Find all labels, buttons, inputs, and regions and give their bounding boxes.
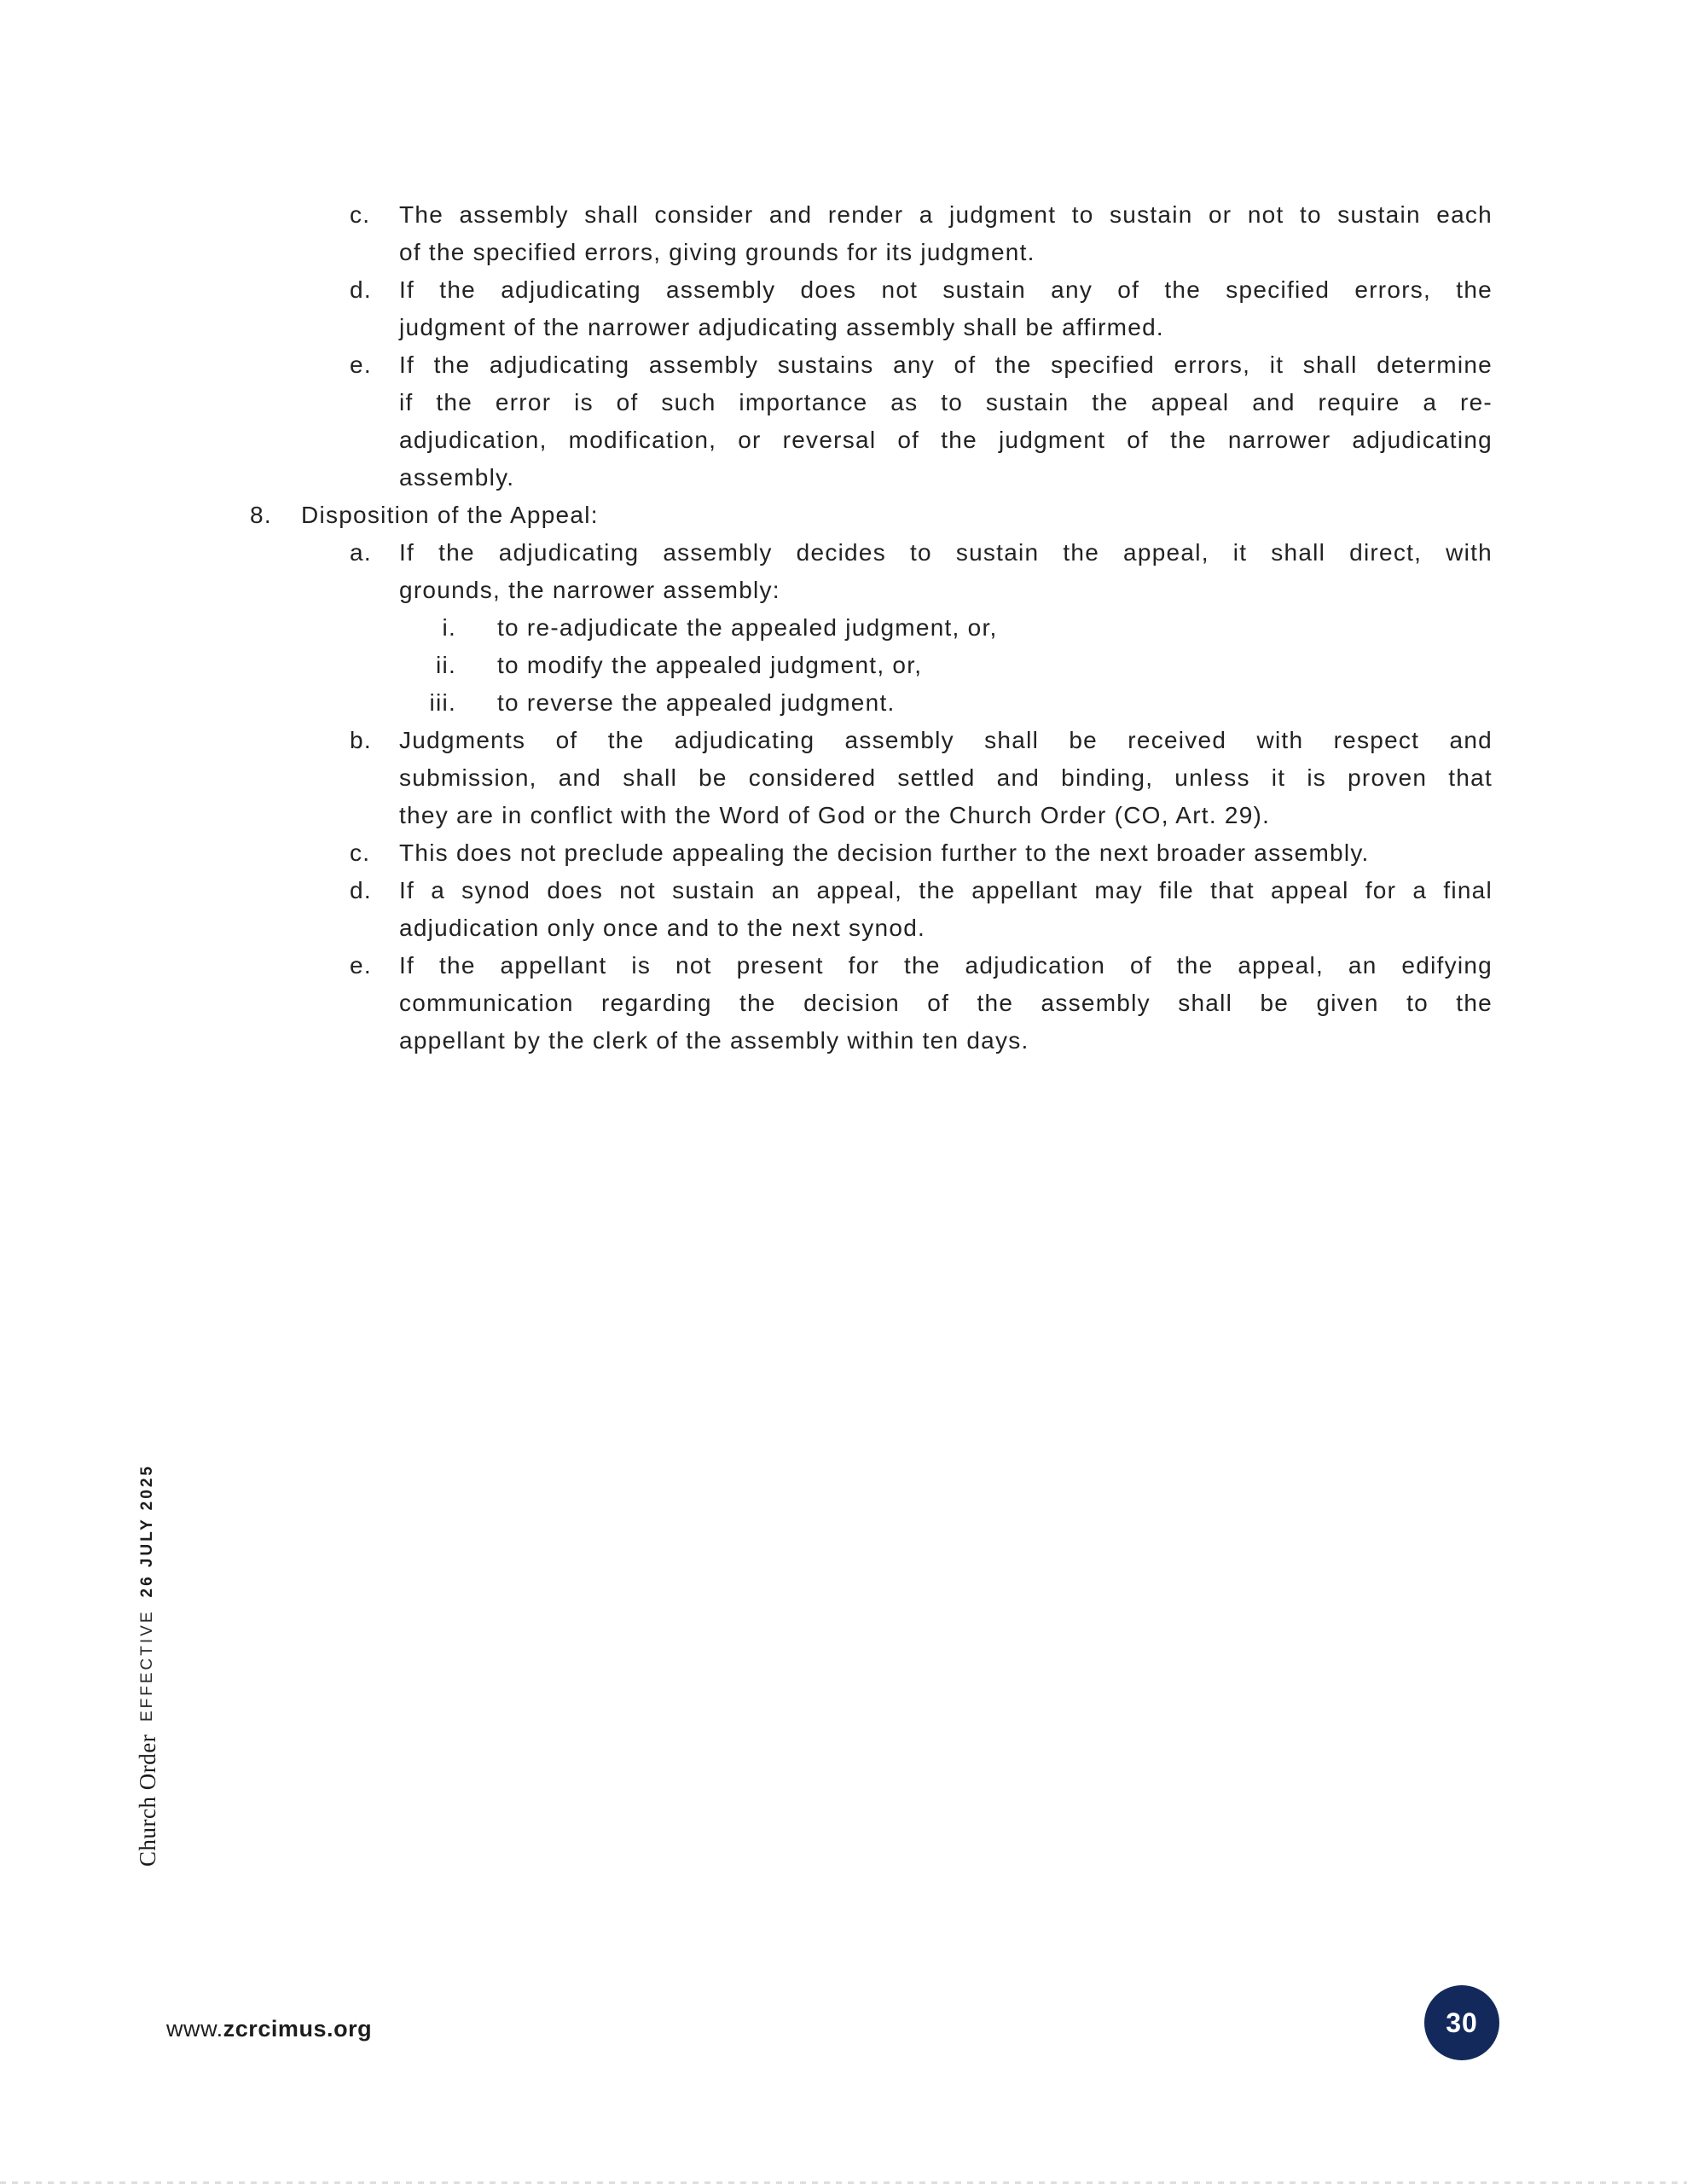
sidebar-effective-date <box>138 1464 157 1722</box>
text-line: If the adjudicating assembly does not sustain any of the specified errors, the <box>399 276 1493 303</box>
effective-date: 26 JULY 2025 <box>138 1464 156 1598</box>
text-line: The assembly shall consider and render a judgment to sustain or not to sustain each <box>399 201 1493 228</box>
list-item <box>250 872 1493 947</box>
text-line: to modify the appealed judgment, or, <box>497 652 923 678</box>
text-line: they are in conflict with the Word of God or the Church Order (CO, Art. 29). <box>399 802 1271 828</box>
list-item <box>250 609 1493 647</box>
list-item <box>250 947 1493 1060</box>
text-line: This does not preclude appealing the decision further to the next broader assembly. <box>399 839 1370 866</box>
footer-url <box>166 2016 372 2042</box>
list-marker: i. <box>442 614 456 641</box>
effective-label: EFFECTIVE <box>138 1609 156 1722</box>
text-line: If the adjudicating assembly sustains any of the specified errors, it shall determine <box>399 351 1493 378</box>
text-line: adjudication only once and to the next synod. <box>399 915 926 941</box>
text-line: If the adjudicating assembly decides to sustain the appeal, it shall direct, with <box>399 539 1493 566</box>
list-marker: d. <box>350 877 372 903</box>
list-marker: c. <box>350 201 371 228</box>
list-marker: b. <box>350 727 372 753</box>
text-line: adjudication, modification, or reversal of the judgment of the narrower adjudicating <box>399 427 1493 453</box>
text-line: grounds, the narrower assembly: <box>399 577 780 603</box>
list-marker: c. <box>350 839 371 866</box>
list-item <box>250 834 1493 872</box>
list-item <box>250 497 1493 534</box>
list-item <box>250 647 1493 684</box>
text-line: Judgments of the adjudicating assembly shall be received with respect and <box>399 727 1493 753</box>
text-line: if the error is of such importance as to sustain the appeal and require a re- <box>399 389 1493 415</box>
list-marker: d. <box>350 276 372 303</box>
page-number: 30 <box>1446 2007 1478 2038</box>
text-line: If a synod does not sustain an appeal, the appellant may file that appeal for a final <box>399 877 1493 903</box>
list-marker: 8. <box>250 502 272 528</box>
list-item <box>250 346 1493 497</box>
list-marker: ii. <box>435 652 456 678</box>
text-line: assembly. <box>399 464 515 491</box>
page-number-badge <box>1424 1985 1499 2060</box>
list-item <box>250 722 1493 834</box>
list-item <box>250 196 1493 271</box>
list-marker: iii. <box>429 689 456 716</box>
text-line: Disposition of the Appeal: <box>301 502 599 528</box>
text-line: judgment of the narrower adjudicating assembly shall be affirmed. <box>399 314 1164 340</box>
list-marker: e. <box>350 351 372 378</box>
list-marker: a. <box>350 539 372 566</box>
list-item <box>250 271 1493 346</box>
document-body <box>250 196 1493 1060</box>
text-line: to re-adjudicate the appealed judgment, or, <box>497 614 998 641</box>
text-line: to reverse the appealed judgment. <box>497 689 896 716</box>
footer-url-domain: zcrcimus.org <box>223 2016 373 2042</box>
text-line: appellant by the clerk of the assembly within ten days. <box>399 1027 1029 1054</box>
list-marker: e. <box>350 952 372 979</box>
text-line: If the appellant is not present for the adjudication of the appeal, an edifying <box>399 952 1493 979</box>
footer-url-prefix: www. <box>166 2016 223 2042</box>
text-line: of the specified errors, giving grounds for its judgment. <box>399 239 1035 265</box>
text-line: submission, and shall be considered settled and binding, unless it is proven that <box>399 764 1493 791</box>
list-item <box>250 684 1493 722</box>
sidebar-doc-title: Church Order <box>135 1734 160 1867</box>
list-item <box>250 534 1493 609</box>
text-line: communication regarding the decision of the assembly shall be given to the <box>399 990 1493 1016</box>
